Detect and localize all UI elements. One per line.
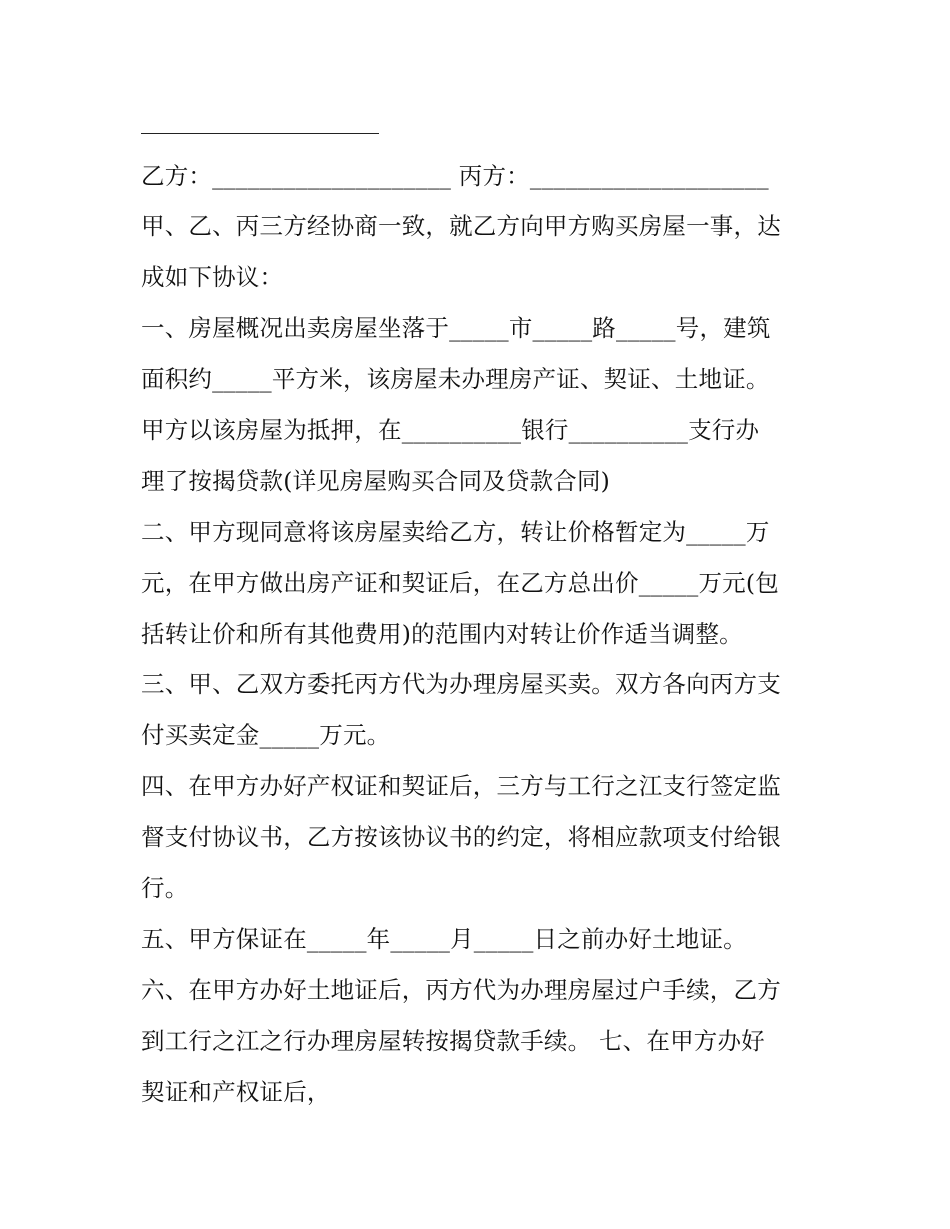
clause-7-line-1: 契证和产权证后， <box>141 1078 331 1106</box>
clause-5-line-1: 五、甲方保证在_____年_____月_____日之前办好土地证。 <box>141 925 747 953</box>
clause-4-line-3: 行。 <box>141 874 189 902</box>
clause-6-line-1: 六、在甲方办好土地证后，丙方代为办理房屋过户手续，乙方 <box>141 976 781 1004</box>
clause-1-line-3: 甲方以该房屋为抵押，在__________银行__________支行办 <box>141 416 760 444</box>
clause-4-line-1: 四、在甲方办好产权证和契证后，三方与工行之江支行签定监 <box>141 772 781 800</box>
clause-3-line-2: 付买卖定金_____万元。 <box>141 721 391 749</box>
clause-1-line-4: 理了按揭贷款(详见房屋购买合同及贷款合同) <box>141 467 611 495</box>
clause-3-line-1: 三、甲、乙双方委托丙方代为办理房屋买卖。双方各向丙方支 <box>141 670 781 698</box>
clause-4-line-2: 督支付协议书，乙方按该协议书的约定，将相应款项支付给银 <box>141 823 781 851</box>
intro-line-1: 甲、乙、丙三方经协商一致，就乙方向甲方购买房屋一事，达 <box>141 212 781 240</box>
clause-2-line-2: 元，在甲方做出房产证和契证后，在乙方总出价_____万元(包 <box>141 569 779 597</box>
intro-line-2: 成如下协议： <box>141 263 284 291</box>
top-signature-rule <box>141 133 379 134</box>
clause-1-line-2: 面积约_____平方米，该房屋未办理房产证、契证、土地证。 <box>141 365 770 393</box>
clause-2-line-3: 括转让价和所有其他费用)的范围内对转让价作适当调整。 <box>141 620 743 648</box>
clause-1-line-1: 一、房屋概况出卖房屋坐落于_____市_____路_____号，建筑 <box>141 314 771 342</box>
clause-2-line-1: 二、甲方现同意将该房屋卖给乙方，转让价格暂定为_____万 <box>141 518 770 546</box>
party-b-c-line: 乙方：____________________ 丙方：____________________ <box>141 162 769 190</box>
clause-6-line-2: 到工行之江之行办理房屋转按揭贷款手续。 七、在甲方办好 <box>141 1027 765 1055</box>
